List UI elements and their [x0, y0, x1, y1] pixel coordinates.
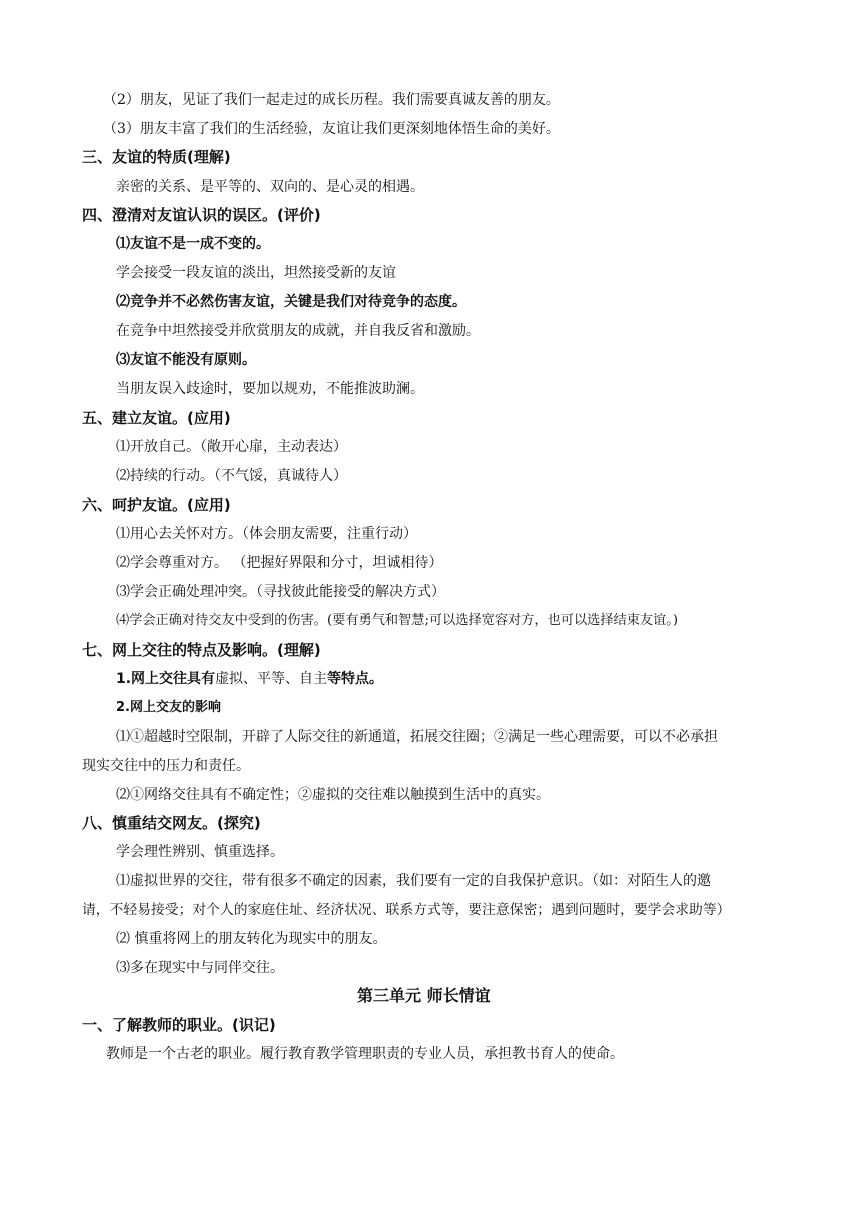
section-heading: 七、网上交往的特点及影响。(理解)	[82, 641, 321, 659]
text-line: 亲密的关系、是平等的、双向的、是心灵的相遇。	[116, 179, 424, 195]
text-line: ⑵①网络交往具有不确定性；②虚拟的交往难以触摸到生活中的真实。	[116, 787, 550, 803]
section-heading: 一、了解教师的职业。(识记)	[82, 1016, 276, 1034]
text-line: （2）朋友，见证了我们一起走过的成长历程。我们需要真诚友善的朋友。	[103, 92, 560, 108]
text-line: ⑵持续的行动。（不气馁，真诚待人）	[116, 468, 347, 484]
text-line: ⑷学会正确对待交友中受到的伤害。(要有勇气和智慧;可以选择宽容对方，也可以选择结束友谊。)	[116, 613, 679, 628]
subheading: 2.网上交友的影响	[116, 700, 221, 715]
text-line: （3）朋友丰富了我们的生活经验，友谊让我们更深刻地体悟生命的美好。	[103, 121, 560, 137]
text-line: ⑴虚拟世界的交往，带有很多不确定的因素，我们要有一定的自我保护意识。（如：对陌生人的邀	[116, 873, 711, 889]
text-line: ⑴开放自己。（敞开心扉，主动表达）	[116, 439, 347, 455]
section-heading: 五、建立友谊。(应用)	[82, 409, 231, 427]
section-heading: 四、澄清对友谊认识的误区。(评价)	[82, 206, 321, 224]
text-plain: 虚拟、平等、自主	[215, 671, 328, 687]
text-line: ⑶多在现实中与同伴交往。	[116, 960, 284, 976]
text-line: 现实交往中的压力和责任。	[82, 758, 250, 774]
section-heading: 三、友谊的特质(理解)	[82, 148, 231, 166]
text-line: ⑵ 慎重将网上的朋友转化为现实中的朋友。	[116, 931, 387, 947]
text-line: 学会理性辨别、慎重选择。	[116, 844, 284, 860]
text-line	[116, 670, 383, 689]
section-heading: 八、慎重结交网友。(探究)	[82, 814, 261, 832]
text-line: 请，不轻易接受；对个人的家庭住址、经济状况、联系方式等，要注意保密；遇到问题时，要学会求助等）	[82, 902, 731, 918]
text-line: ⑵学会尊重对方。 （把握好界限和分寸，坦诚相待）	[116, 555, 443, 571]
section-heading: 六、呵护友谊。(应用)	[82, 496, 231, 514]
subheading: ⑴友谊不是一成不变的。	[116, 236, 270, 252]
unit-title: 第三单元 师长情谊	[357, 986, 491, 1005]
text-bold: 等特点。	[327, 671, 384, 687]
text-line: 在竞争中坦然接受并欣赏朋友的成就，并自我反省和激励。	[116, 323, 480, 339]
text-line: ⑴①超越时空限制，开辟了人际交往的新通道，拓展交往圈；②满足一些心理需要，可以不必承担	[116, 729, 718, 745]
text-line: 学会接受一段友谊的淡出，坦然接受新的友谊	[116, 265, 396, 281]
subheading: ⑵竞争并不必然伤害友谊，关键是我们对待竞争的态度。	[116, 294, 466, 310]
text-line: ⑶学会正确处理冲突。（寻找彼此能接受的解决方式）	[116, 584, 445, 600]
text-line: 当朋友误入歧途时，要加以规劝，不能推波助澜。	[116, 381, 424, 397]
text-bold: 1.网上交往具有	[116, 671, 216, 687]
text-line: ⑴用心去关怀对方。（体会朋友需要，注重行动）	[116, 526, 417, 542]
subheading: ⑶友谊不能没有原则。	[116, 352, 256, 368]
text-line: 教师是一个古老的职业。履行教育教学管理职责的专业人员，承担教书育人的使命。	[106, 1046, 624, 1062]
